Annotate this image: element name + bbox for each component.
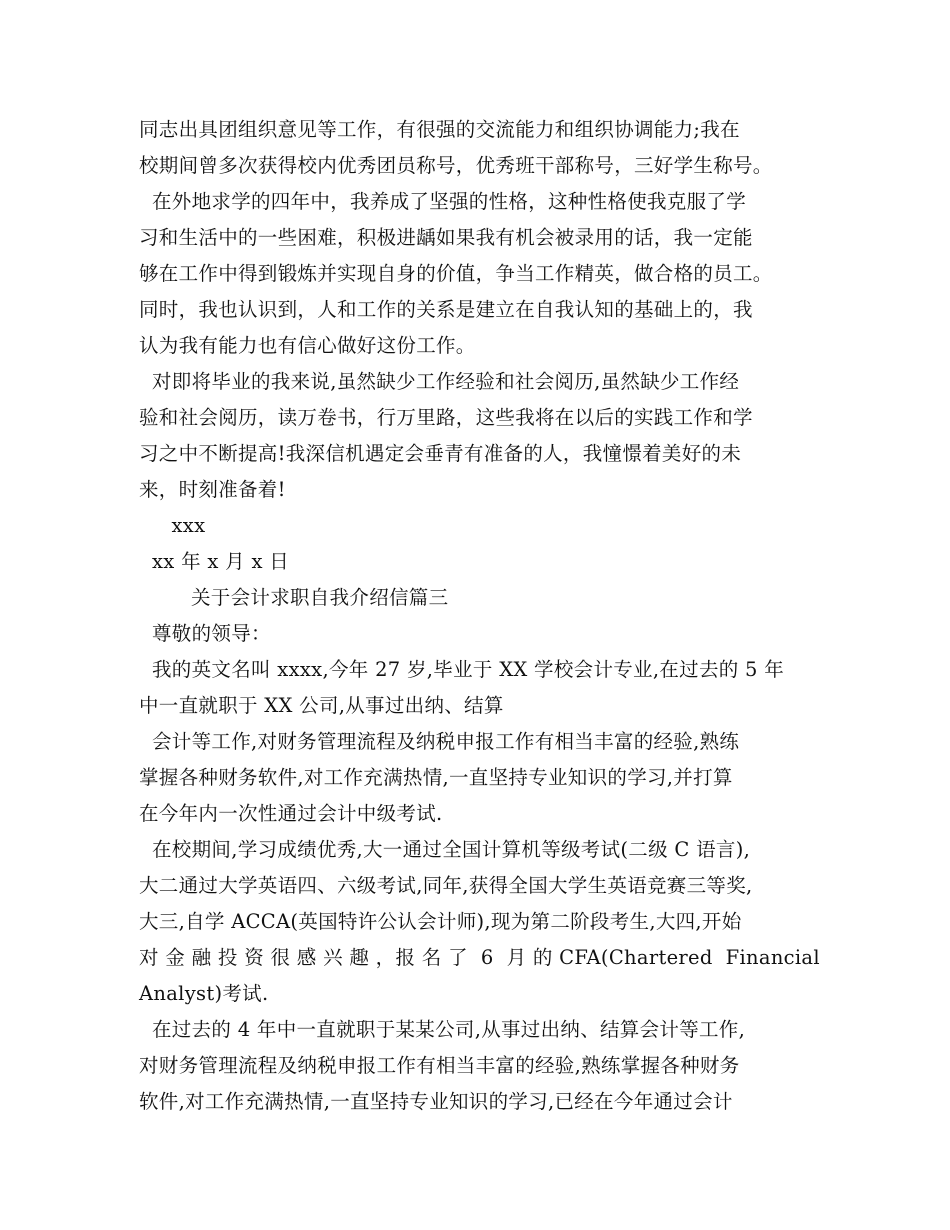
- text-line: 软件,对工作充满热情,一直坚持专业知识的学习,已经在今年通过会计: [139, 1090, 733, 1113]
- text-line: 对 金 融 投 资 很 感 兴 趣 ，报 名 了 6 月 的 CFA(Chartered Financial: [139, 946, 820, 969]
- text-line: 认为我有能力也有信心做好这份工作。: [139, 334, 476, 357]
- salutation: 尊敬的领导：: [139, 622, 271, 645]
- text-line: 在过去的 4 年中一直就职于某某公司,从事过出纳、结算会计等工作,: [139, 1018, 746, 1041]
- text-line: 同志出具团组织意见等工作，有很强的交流能力和组织协调能力;我在: [139, 118, 740, 141]
- text-line: 来，时刻准备着!: [139, 478, 286, 501]
- text-line: 对财务管理流程及纳税申报工作有相当丰富的经验,熟练掌握各种财务: [139, 1054, 740, 1077]
- text-line: 在外地求学的四年中，我养成了坚强的性格，这种性格使我克服了学: [139, 190, 746, 213]
- text-line: 我的英文名叫 xxxx,今年 27 岁,毕业于 XX 学校会计专业,在过去的 5 年: [139, 658, 785, 681]
- text-line: 对即将毕业的我来说,虽然缺少工作经验和社会阅历,虽然缺少工作经: [139, 370, 740, 393]
- signature-name: xxx: [139, 514, 206, 537]
- text-line: 习之中不断提高!我深信机遇定会垂青有准备的人，我憧憬着美好的未: [139, 442, 742, 465]
- text-line: 验和社会阅历，读万卷书，行万里路，这些我将在以后的实践工作和学: [139, 406, 753, 429]
- section-title: 关于会计求职自我介绍信篇三: [139, 586, 449, 609]
- text-line: 习和生活中的一些困难，积极进龋如果我有机会被录用的话，我一定能: [139, 226, 753, 249]
- text-line: 大三,自学 ACCA(英国特许公认会计师),现为第二阶段考生,大四,开始: [139, 910, 742, 933]
- text-line: 够在工作中得到锻炼并实现自身的价值，争当工作精英，做合格的员工。: [139, 262, 773, 285]
- text-line: Analyst)考试.: [139, 982, 269, 1005]
- text-line: 会计等工作,对财务管理流程及纳税申报工作有相当丰富的经验,熟练: [139, 730, 740, 753]
- signature-date: xx 年 x 月 x 日: [139, 550, 290, 573]
- text-line: 大二通过大学英语四、六级考试,同年,获得全国大学生英语竞赛三等奖,: [139, 874, 753, 897]
- text-line: 中一直就职于 XX 公司,从事过出纳、结算: [139, 694, 504, 717]
- text-line: 掌握各种财务软件,对工作充满热情,一直坚持专业知识的学习,并打算: [139, 766, 733, 789]
- text-line: 在校期间,学习成绩优秀,大一通过全国计算机等级考试(二级 C 语言),: [139, 838, 751, 861]
- text-line: 在今年内一次性通过会计中级考试.: [139, 802, 443, 825]
- text-line: 校期间曾多次获得校内优秀团员称号，优秀班干部称号，三好学生称号。: [139, 154, 773, 177]
- text-line: 同时，我也认识到，人和工作的关系是建立在自我认知的基础上的，我: [139, 298, 753, 321]
